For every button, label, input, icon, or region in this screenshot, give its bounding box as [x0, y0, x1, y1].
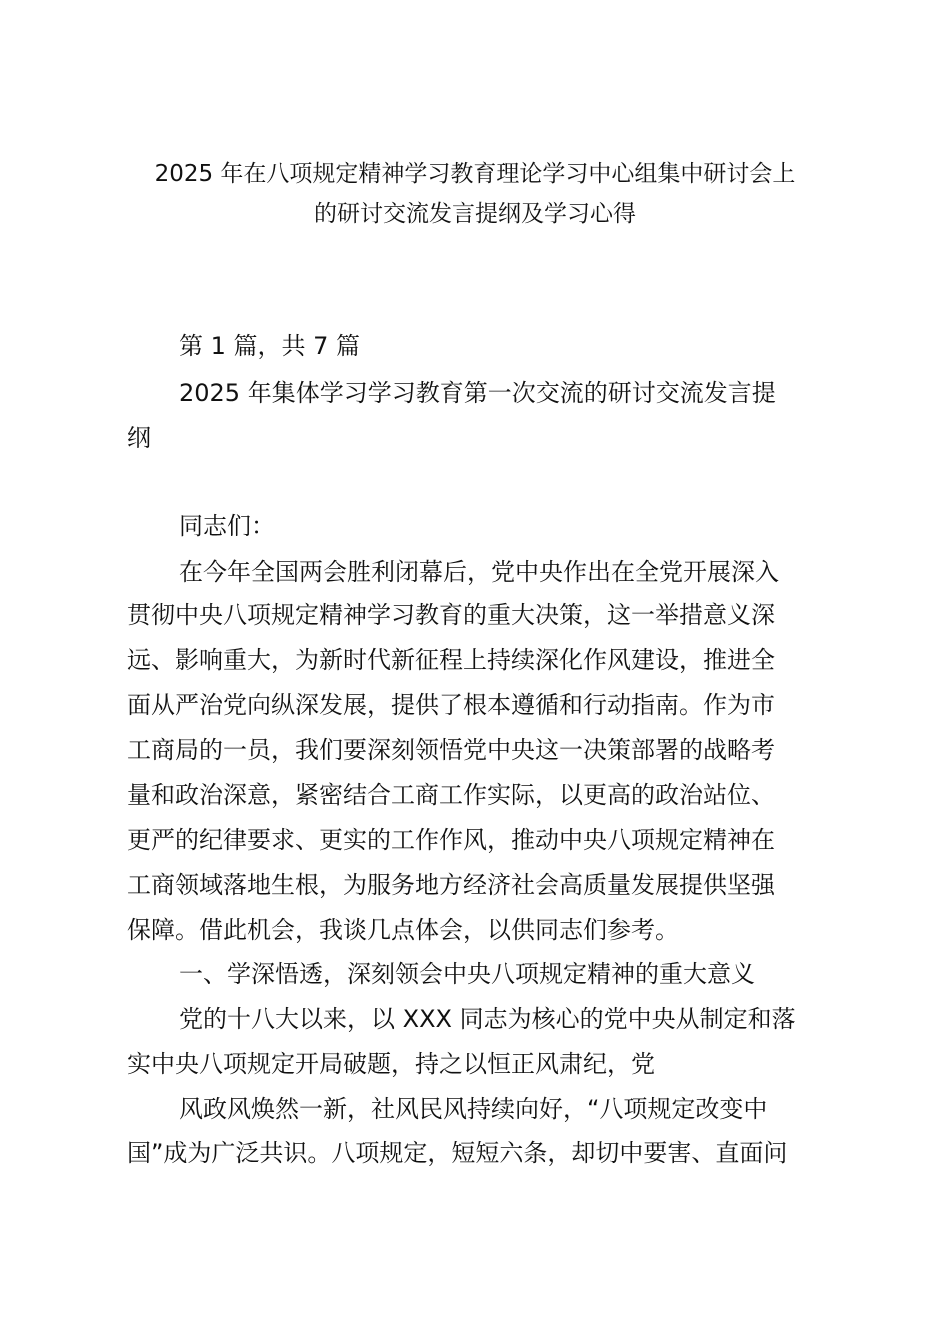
paragraph-line-9: 保障。借此机会，我谈几点体会，以供同志们参考。	[127, 916, 679, 944]
section-line-3: 风政风焕然一新，社风民风持续向好，“八项规定改变中	[179, 1095, 768, 1123]
subtitle-line-1: 2025 年集体学习学习教育第一次交流的研讨交流发言提	[179, 379, 776, 407]
greeting: 同志们：	[179, 512, 275, 540]
section-line-1: 党的十八大以来，以 XXX 同志为核心的党中央从制定和落	[179, 1005, 796, 1033]
paragraph-line-3: 远、影响重大，为新时代新征程上持续深化作风建设，推进全	[127, 646, 775, 674]
section-line-2: 实中央八项规定开局破题，持之以恒正风肃纪，党	[127, 1050, 655, 1078]
part-label: 第 1 篇，共 7 篇	[179, 332, 361, 360]
paragraph-line-4: 面从严治党向纵深发展，提供了根本遵循和行动指南。作为市	[127, 691, 775, 719]
title-line-2: 的研讨交流发言提纲及学习心得	[314, 201, 636, 227]
paragraph-line-7: 更严的纪律要求、更实的工作作风，推动中央八项规定精神在	[127, 826, 775, 854]
paragraph-line-8: 工商领域落地生根，为服务地方经济社会高质量发展提供坚强	[127, 871, 775, 899]
paragraph-line-1: 在今年全国两会胜利闭幕后，党中央作出在全党开展深入	[179, 558, 779, 586]
paragraph-line-6: 量和政治深意，紧密结合工商工作实际，以更高的政治站位、	[127, 781, 775, 809]
title-line-1: 2025 年在八项规定精神学习教育理论学习中心组集中研讨会上	[154, 161, 796, 187]
document-title	[110, 154, 840, 234]
paragraph-line-2: 贯彻中央八项规定精神学习教育的重大决策，这一举措意义深	[127, 601, 775, 629]
paragraph-line-5: 工商局的一员，我们要深刻领悟党中央这一决策部署的战略考	[127, 736, 775, 764]
subtitle-line-2: 纲	[127, 424, 151, 452]
section-heading: 一、学深悟透，深刻领会中央八项规定精神的重大意义	[179, 960, 755, 988]
section-line-4: 国”成为广泛共识。八项规定，短短六条，却切中要害、直面问	[127, 1139, 788, 1167]
